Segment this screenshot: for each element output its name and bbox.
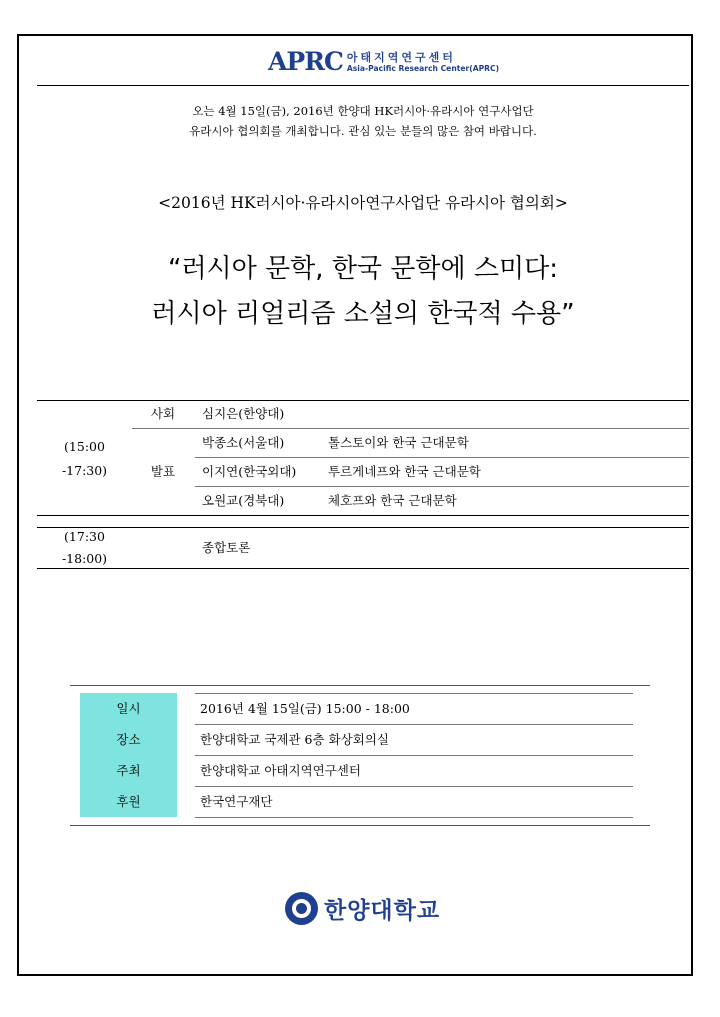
- intro-line-2: 유라시아 협의회를 개최합니다. 관심 있는 분들의 많은 참여 바랍니다.: [189, 124, 537, 138]
- university-seal-icon: [285, 892, 318, 925]
- info-value-datetime: 2016년 4월 15일(금) 15:00 - 18:00: [200, 701, 410, 716]
- presenter-role: 발표: [150, 464, 176, 479]
- row-divider: [132, 428, 689, 429]
- info-value-venue: 한양대학교 국제관 6층 화상회의실: [200, 732, 389, 747]
- logo-english: Asia-Pacific Research Center(APRC): [346, 63, 500, 73]
- event-subtitle: <2016년 HK러시아·유라시아연구사업단 유라시아 협의회>: [158, 194, 568, 212]
- header-divider: [37, 85, 689, 86]
- presentation-topic: 투르게네프와 한국 근대문학: [328, 464, 481, 479]
- session2-time: [37, 528, 132, 568]
- info-label-sponsor: 후원: [80, 786, 177, 817]
- info-row-line: [195, 817, 633, 818]
- row-divider: [195, 457, 689, 458]
- info-value-sponsor: 한국연구재단: [200, 794, 273, 809]
- university-name: 한양대학교: [324, 898, 441, 924]
- logo-korean: 아태지역연구센터: [346, 50, 456, 64]
- info-bottom-border: [70, 825, 650, 826]
- logo-text: [347, 51, 499, 74]
- logo-mark: APRC: [268, 47, 343, 76]
- info-label-venue: 장소: [80, 724, 177, 755]
- university-logo: [285, 892, 440, 925]
- info-top-border: [70, 685, 650, 686]
- title-line-2: 러시아 리얼리즘 소설의 한국적 수용”: [151, 299, 575, 329]
- info-value-host: 한양대학교 아태지역연구센터: [200, 763, 361, 778]
- presentation-topic: 체호프와 한국 근대문학: [328, 493, 457, 508]
- title-line-1: “러시아 문학, 한국 문학에 스미다:: [167, 254, 559, 284]
- session-divider-upper: [37, 515, 689, 516]
- presenter-name: 이지연(한국외대): [202, 464, 297, 479]
- session-divider-lower: [37, 527, 689, 528]
- intro-line-1: 오는 4월 15일(금), 2016년 한양대 HK러시아·유라시아 연구사업단: [192, 104, 534, 118]
- presenter-name: 박종소(서울대): [202, 435, 285, 450]
- event-title: [37, 247, 689, 337]
- session2-title: 종합토론: [202, 540, 251, 555]
- schedule-top-border: [37, 400, 689, 401]
- row-divider: [195, 486, 689, 487]
- info-label-datetime: 일시: [80, 693, 177, 724]
- session1-time-start: (15:00: [64, 439, 105, 454]
- session2-time-end: -18:00): [61, 551, 108, 566]
- session2-time-start: (17:30: [64, 529, 105, 544]
- schedule-bottom-border: [37, 568, 689, 569]
- moderator-name: 심지은(한양대): [202, 406, 285, 421]
- moderator-role: 사회: [150, 406, 176, 421]
- presenter-name: 오원교(경북대): [202, 493, 285, 508]
- session1-time: [37, 438, 132, 480]
- intro-text: [37, 101, 689, 141]
- info-label-host: 주최: [80, 755, 177, 786]
- session1-time-end: -17:30): [61, 463, 108, 478]
- aprc-logo: [268, 47, 499, 77]
- presentation-topic: 톨스토이와 한국 근대문학: [328, 435, 469, 450]
